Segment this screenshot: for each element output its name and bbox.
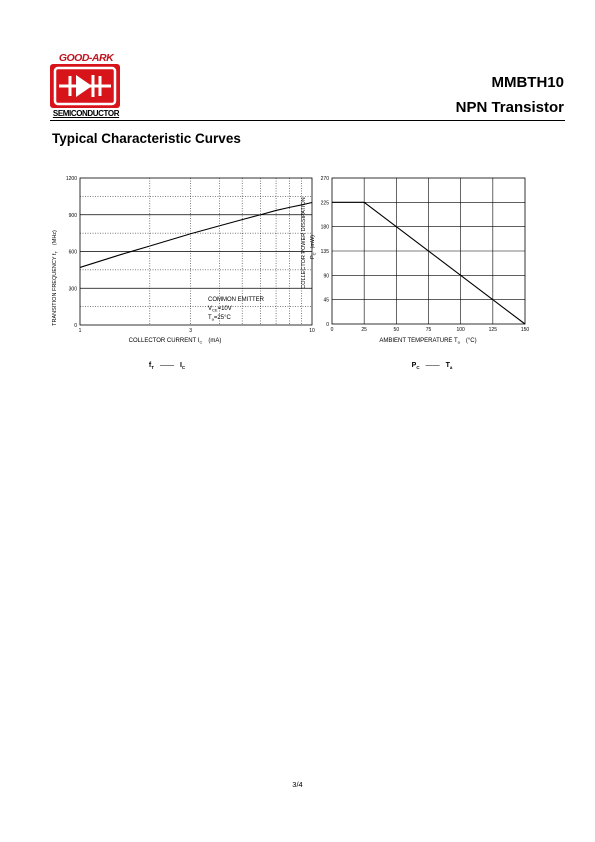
y-tick-label: 90	[323, 273, 329, 280]
y-tick-label: 900	[68, 212, 77, 219]
y-tick-label: 0	[74, 323, 77, 329]
x-tick-label: 10	[309, 328, 315, 334]
svg-text:COMMON EMITTER: COMMON EMITTER	[208, 297, 264, 303]
logo-top-text: GOOD-ARK	[58, 52, 114, 64]
y-tick-label: 180	[320, 224, 329, 231]
x-axis-label: AMBIENT TEMPERATURE $T_a$ (°C)	[379, 338, 477, 345]
x-tick-label: 3	[189, 328, 193, 334]
logo-bottom-text: SEMICONDUCTOR	[52, 109, 120, 118]
x-tick-label: 25	[361, 327, 367, 333]
logo-emblem	[50, 64, 120, 108]
x-tick-label: 75	[425, 327, 432, 333]
x-axis-label: COLLECTOR CURRENT $I_C$ (mA)	[128, 338, 222, 345]
page-number: 3/4	[292, 780, 303, 789]
device-type: NPN Transistor	[455, 99, 564, 116]
svg-text:Ta=25°C: $T_a=25^\circ C$	[208, 315, 231, 322]
svg-text:VCE=10V: $V_{CE}=10V$	[208, 306, 232, 313]
chart-caption: $P_C$ —— $T_a$	[411, 362, 453, 370]
company-logo	[50, 52, 122, 122]
part-number: MMBTH10	[491, 74, 564, 91]
x-tick-label: 1	[78, 328, 82, 334]
y-tick-label: 225	[320, 200, 329, 207]
logo-diode-symbol-icon	[50, 64, 120, 108]
y-tick-label: 600	[68, 249, 77, 256]
y-tick-label: 0	[326, 322, 329, 328]
x-tick-label: 100	[456, 327, 465, 333]
y-tick-label: 270	[320, 176, 329, 182]
y-tick-label: 1200	[65, 176, 77, 182]
x-tick-label: 125	[488, 327, 498, 333]
x-tick-label: 0	[330, 327, 334, 333]
y-tick-label: 300	[68, 286, 77, 293]
x-tick-label: 150	[520, 327, 530, 333]
section-title: Typical Characteristic Curves	[52, 131, 241, 146]
y-axis-label: TRANSITION FREQUENCY $f_T(MHz)$	[52, 230, 59, 326]
y-tick-label: 45	[323, 297, 329, 304]
ft-curve	[80, 203, 312, 268]
chart-caption: $f_T$ —— $I_C$	[148, 362, 186, 370]
pc-vs-ta-chart	[290, 168, 550, 378]
header-divider	[50, 120, 565, 121]
chart-annotation	[208, 297, 265, 322]
y-axis-unit-label: $P_C(mW)$	[310, 235, 317, 259]
y-axis-label: COLLECTOR POWER DISSIPATION	[301, 197, 307, 289]
x-tick-label: 50	[393, 327, 400, 333]
y-tick-label: 135	[320, 249, 329, 255]
